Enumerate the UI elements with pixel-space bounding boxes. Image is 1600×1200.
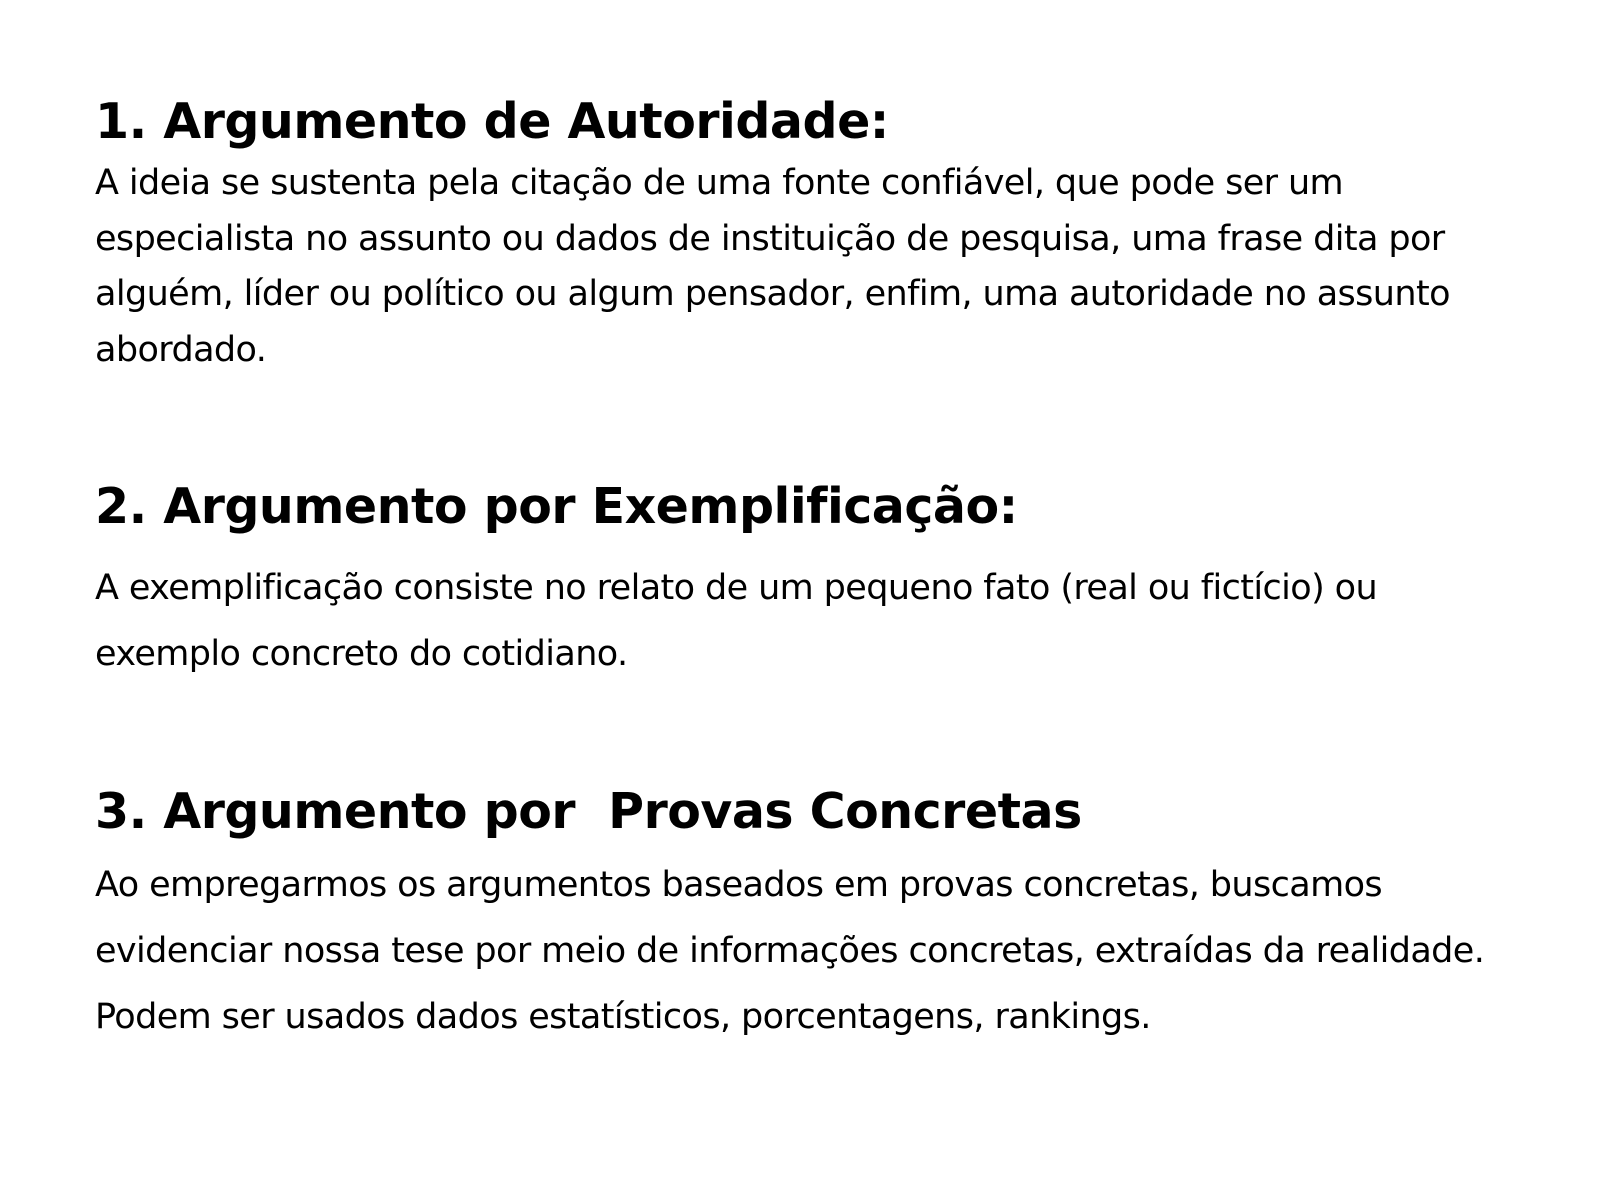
section-body: Ao empregarmos os argumentos baseados em provas concretas, buscamos evidenciar nossa tese por meio de informações concretas, extraídas da realidade. Podem ser usados dados estatísticos, porcentagens, rankings. [95,865,1485,1037]
section-body: A exemplificação consiste no relato de um pequeno fato (real ou fictício) ou exemplo concreto do cotidiano. [95,568,1378,674]
section-heading: 3. Argumento por Provas Concretas [95,783,1082,840]
section-heading: 2. Argumento por Exemplificação: [95,478,1018,535]
section-argumento-autoridade [95,92,1525,378]
section-argumento-exemplificacao [95,477,1525,687]
section-heading: 1. Argumento de Autoridade: [95,93,889,150]
section-argumento-provas-concretas [95,782,1525,1050]
section-body: A ideia se sustenta pela citação de uma fonte confiável, que pode ser um especialista no assunto ou dados de instituição de pesquisa, uma frase dita por alguém, líder ou político ou algum pensador, enfim, uma autoridade no assunto abordado. [95,163,1450,370]
